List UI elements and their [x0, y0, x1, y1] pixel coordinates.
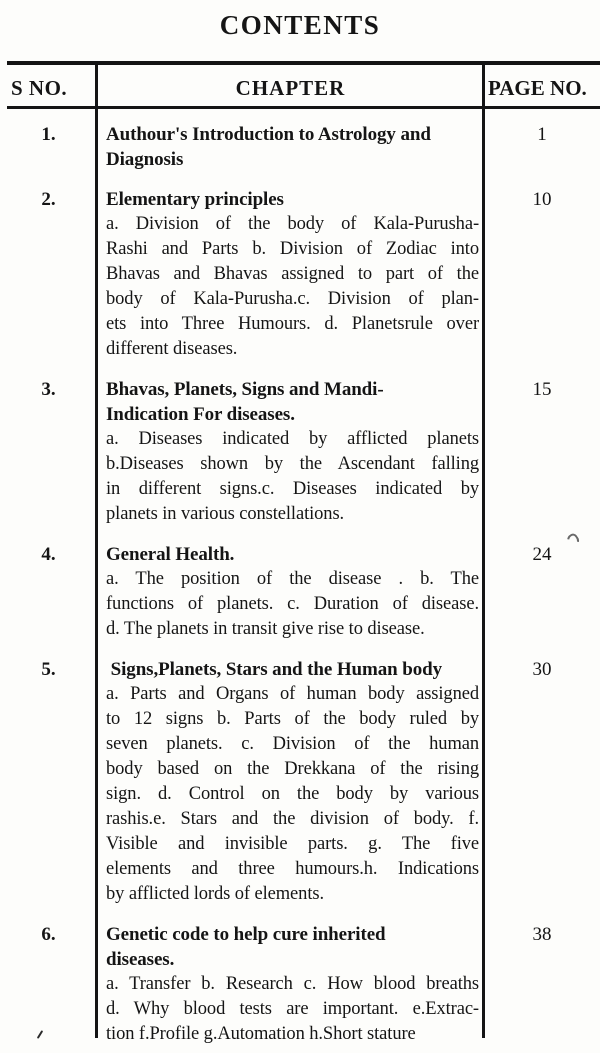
chapter-title-line: Diagnosis [106, 149, 184, 170]
chapter-desc-line: seven planets. c. Division of the human [106, 734, 479, 754]
chapter-desc-line: Rashi and Parts b. Division of Zodiac into [106, 239, 479, 259]
chapter-title-line: Elementary principles [106, 189, 284, 210]
chapter-desc-line: ets into Three Humours. d. Planetsrule over [106, 314, 479, 334]
table-row [0, 377, 600, 527]
chapter-desc-line: rashis.e. Stars and the division of body. f. [106, 809, 479, 829]
chapter-desc-line: Visible and invisible parts. g. The five [106, 834, 479, 854]
row-chapter-cell [97, 922, 484, 1047]
row-serial-number: 1. [41, 124, 56, 145]
chapter-desc-line: Bhavas and Bhavas assigned to part of the [106, 264, 479, 284]
chapter-title-line: Authour's Introduction to Astrology and [106, 124, 431, 145]
row-page-number: 1 [537, 124, 547, 145]
chapter-desc-line: by afflicted lords of elements. [106, 884, 324, 904]
table-body [0, 109, 600, 1047]
chapter-desc-line: d. Why blood tests are important. e.Extrac- [106, 999, 479, 1019]
row-chapter-cell [97, 542, 484, 642]
row-serial-number: 4. [41, 544, 56, 565]
table-row [0, 922, 600, 1047]
chapter-desc-line: in different signs.c. Diseases indicated by [106, 479, 479, 499]
row-serial-number: 5. [41, 659, 56, 680]
chapter-title-line: Genetic code to help cure inherited [106, 924, 386, 945]
row-page-number: 38 [532, 924, 552, 945]
table-row [0, 657, 600, 907]
table-row [0, 542, 600, 642]
row-chapter-cell [97, 657, 484, 907]
chapter-desc-line: body based on the Drekkana of the rising [106, 759, 479, 779]
chapter-title-line: Bhavas, Planets, Signs and Mandi- [106, 379, 384, 400]
header-chapter: CHAPTER [235, 75, 346, 100]
column-divider-left [95, 61, 98, 1038]
chapter-desc-line: a. Transfer b. Research c. How blood breaths [106, 974, 479, 994]
chapter-desc-line: planets in various constellations. [106, 504, 345, 524]
row-page-number: 30 [532, 659, 552, 680]
page-title: CONTENTS [219, 10, 381, 40]
chapter-title-line: diseases. [106, 949, 175, 970]
chapter-desc-line: a. Division of the body of Kala-Purusha- [106, 214, 479, 234]
header-page-number: PAGE NO. [488, 75, 587, 100]
chapter-desc-line: a. The position of the disease . b. The [106, 569, 479, 589]
row-chapter-cell [97, 187, 484, 362]
column-divider-right [482, 61, 485, 1038]
chapter-desc-line: different diseases. [106, 339, 238, 359]
chapter-desc-line: to 12 signs b. Parts of the body ruled by [106, 709, 479, 729]
chapter-title-line: General Health. [106, 544, 235, 565]
row-chapter-cell [97, 377, 484, 527]
chapter-desc-line: a. Diseases indicated by afflicted planets [106, 429, 479, 449]
row-serial-number: 6. [41, 924, 56, 945]
contents-table [0, 61, 600, 1053]
chapter-title-line: Indication For diseases. [106, 404, 295, 425]
table-row [0, 187, 600, 362]
row-page-number: 15 [532, 379, 552, 400]
chapter-desc-line: functions of planets. c. Duration of disease. [106, 594, 479, 614]
row-chapter-cell [97, 122, 484, 172]
row-serial-number: 2. [41, 189, 56, 210]
row-page-number: 10 [532, 189, 552, 210]
chapter-desc-line: body of Kala-Purusha.c. Division of plan- [106, 289, 479, 309]
chapter-desc-line: a. Parts and Organs of human body assigned [106, 684, 479, 704]
table-row [0, 122, 600, 172]
chapter-desc-line: b.Diseases shown by the Ascendant falling [106, 454, 479, 474]
chapter-desc-line: elements and three humours.h. Indications [106, 859, 479, 879]
chapter-title-line: Signs,Planets, Stars and the Human body [106, 659, 442, 680]
row-serial-number: 3. [41, 379, 56, 400]
chapter-desc-line: sign. d. Control on the body by various [106, 784, 479, 804]
chapter-desc-line: tion f.Profile g.Automation h.Short stature [106, 1024, 416, 1044]
chapter-desc-line: d. The planets in transit give rise to disease. [106, 619, 425, 639]
row-page-number: 24 [532, 544, 552, 565]
table-header-row [0, 61, 600, 109]
header-serial-number: S NO. [11, 75, 68, 100]
